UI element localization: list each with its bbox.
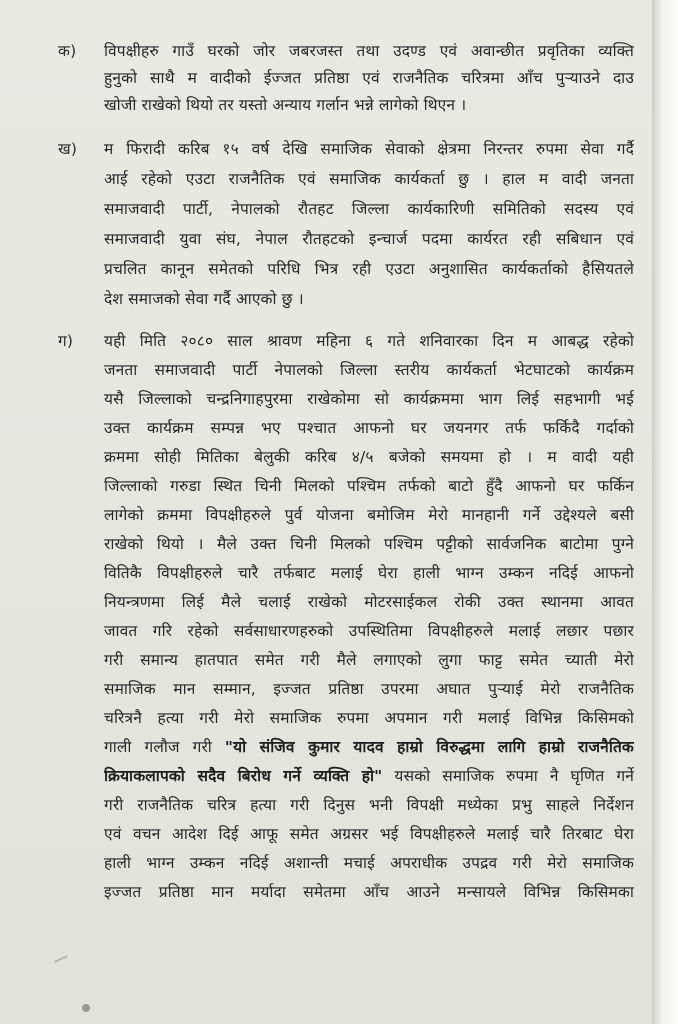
- text-line: जनता समाजवादी पार्टी नेपालको जिल्ला स्तरीय कार्यकर्ता भेटघाटको कार्यक्रम: [104, 361, 634, 379]
- quote-line-1-pre: गाली गलौज गरी: [104, 738, 225, 756]
- text-line: खोजी राखेको थियो तर यस्तो अन्याय गर्लान भन्ने लागेको थिएन ।: [104, 96, 467, 114]
- text-line: क्रममा सोही मितिका बेलुकी करिब ४/५ बजेको समयमा हो । म वादी यही: [104, 448, 634, 466]
- text-line: चरित्रनै हत्या गरी मेरो समाजिक रुपमा अपमान गरी मलाई विभिन्न किसिमको: [104, 709, 634, 727]
- paragraph-label: क): [58, 42, 77, 60]
- quote-line-2: [104, 765, 634, 788]
- text-line: राखेको थियो । मैले उक्त चिनी मिलको पश्चिम पट्टीको सार्वजनिक बाटोमा पुग्ने: [104, 535, 634, 553]
- text-line: नियन्त्रणमा लिई मैले चलाई राखेको मोटरसाईकल रोकी उक्त स्थानमा आवत: [104, 593, 634, 611]
- text-line: गरी समान्य हातपात समेत गरी मैले लगाएको लुगा फाट्ट समेत च्याती मेरो: [104, 651, 634, 669]
- text-line: म फिरादी करिब १५ वर्ष देखि समाजिक सेवाको क्षेत्रमा निरन्तर रुपमा सेवा गर्दै: [104, 140, 634, 158]
- text-line: यसै जिल्लाको चन्द्रनिगाहपुरमा राखेकोमा सो कार्यक्रममा भाग लिई सहभागी भई: [104, 390, 634, 408]
- text-line: जावत गरि रहेको सर्वसाधारणहरुको उपस्थितिमा विपक्षीहरुले मलाई लछार पछार: [104, 622, 634, 640]
- text-line: लागेको क्रममा विपक्षीहरुले पुर्व योजना बमोजिम मेरो मानहानी गर्ने उद्देश्यले बसी: [104, 506, 634, 524]
- text-line: यही मिति २०८० साल श्रावण महिना ६ गते शनिवारका दिन म आबद्ध रहेको: [104, 332, 634, 350]
- paragraph-label: ग): [58, 332, 74, 350]
- text-line: देश समाजको सेवा गर्दै आएको छु ।: [104, 290, 304, 308]
- quote-line-2-post: यसको समाजिक रुपमा नै घृणित गर्ने: [382, 767, 634, 785]
- text-line: एवं वचन आदेश दिई आफू समेत अग्रसर भई विपक्षीहरुले मलाई चारै तिरबाट घेरा: [104, 825, 634, 843]
- text-line: जिल्लाको गरुडा स्थित चिनी मिलको पश्चिम तर्फको बाटो हुँदै आफनो घर फर्किन: [104, 477, 634, 495]
- text-line: उक्त कार्यक्रम सम्पन्न भए पश्चात आफनो घर जयनगर तर्फ फर्किदै गर्दाको: [104, 419, 634, 437]
- text-line: आई रहेको एउटा राजनैतिक एवं समाजिक कार्यकर्ता छु । हाल म वादी जनता: [104, 170, 634, 188]
- text-line: समाजवादी पार्टी, नेपालको रौतहट जिल्ला कार्यकारिणी समितिको सदस्य एवं: [104, 200, 634, 218]
- ink-smudge: [82, 1004, 90, 1012]
- paragraph-label: ख): [58, 140, 78, 158]
- paper-mark: [54, 955, 68, 963]
- text-line: समाजिक मान सम्मान, इज्जत प्रतिष्ठा उपरमा अघात पुऱ्याई मेरो राजनैतिक: [104, 680, 634, 698]
- text-line: वितिकै विपक्षीहरुले चारै तर्फबाट मलाई घेरा हाली भाग्न उम्कन नदिई आफनो: [104, 564, 634, 582]
- text-line: इज्जत प्रतिष्ठा मान मर्यादा समेतमा आँच आउने मन्सायले विभिन्न किसिमका: [104, 883, 634, 901]
- text-line: प्रचलित कानून समेतको परिधि भित्र रही एउटा अनुशासित कार्यकर्ताको हैसियतले: [104, 260, 634, 278]
- page-edge: [652, 0, 678, 1024]
- text-line: हाली भाग्न उम्कन नदिई अशान्ती मचाई अपराधीक उपद्रव गरी मेरो समाजिक: [104, 854, 634, 872]
- quote-line-2-bold: क्रियाकलापको सदैव बिरोध गर्ने व्यक्ति हो": [104, 767, 383, 785]
- quote-line-1-bold: "यो संजिव कुमार यादव हाम्रो विरुद्धमा लागि हाम्रो राजनैतिक: [224, 738, 634, 756]
- text-line: विपक्षीहरु गाउँ घरको जोर जबरजस्त तथा उदण्ड एवं अवान्छीत प्रवृतिका व्यक्ति: [104, 42, 634, 60]
- text-line: हुनुको साथै म वादीको ईज्जत प्रतिष्ठा एवं राजनैतिक चरित्रमा आँच पुऱ्याउने दाउ: [104, 69, 634, 87]
- text-line: गरी राजनैतिक चरित्र हत्या गरी दिनुस भनी विपक्षी मध्येका प्रभु साहले निर्देशन: [104, 796, 634, 814]
- quote-line-1: [104, 736, 634, 759]
- text-line: समाजवादी युवा संघ, नेपाल रौतहटको इन्चार्ज पदमा कार्यरत रही सबिधान एवं: [104, 230, 634, 248]
